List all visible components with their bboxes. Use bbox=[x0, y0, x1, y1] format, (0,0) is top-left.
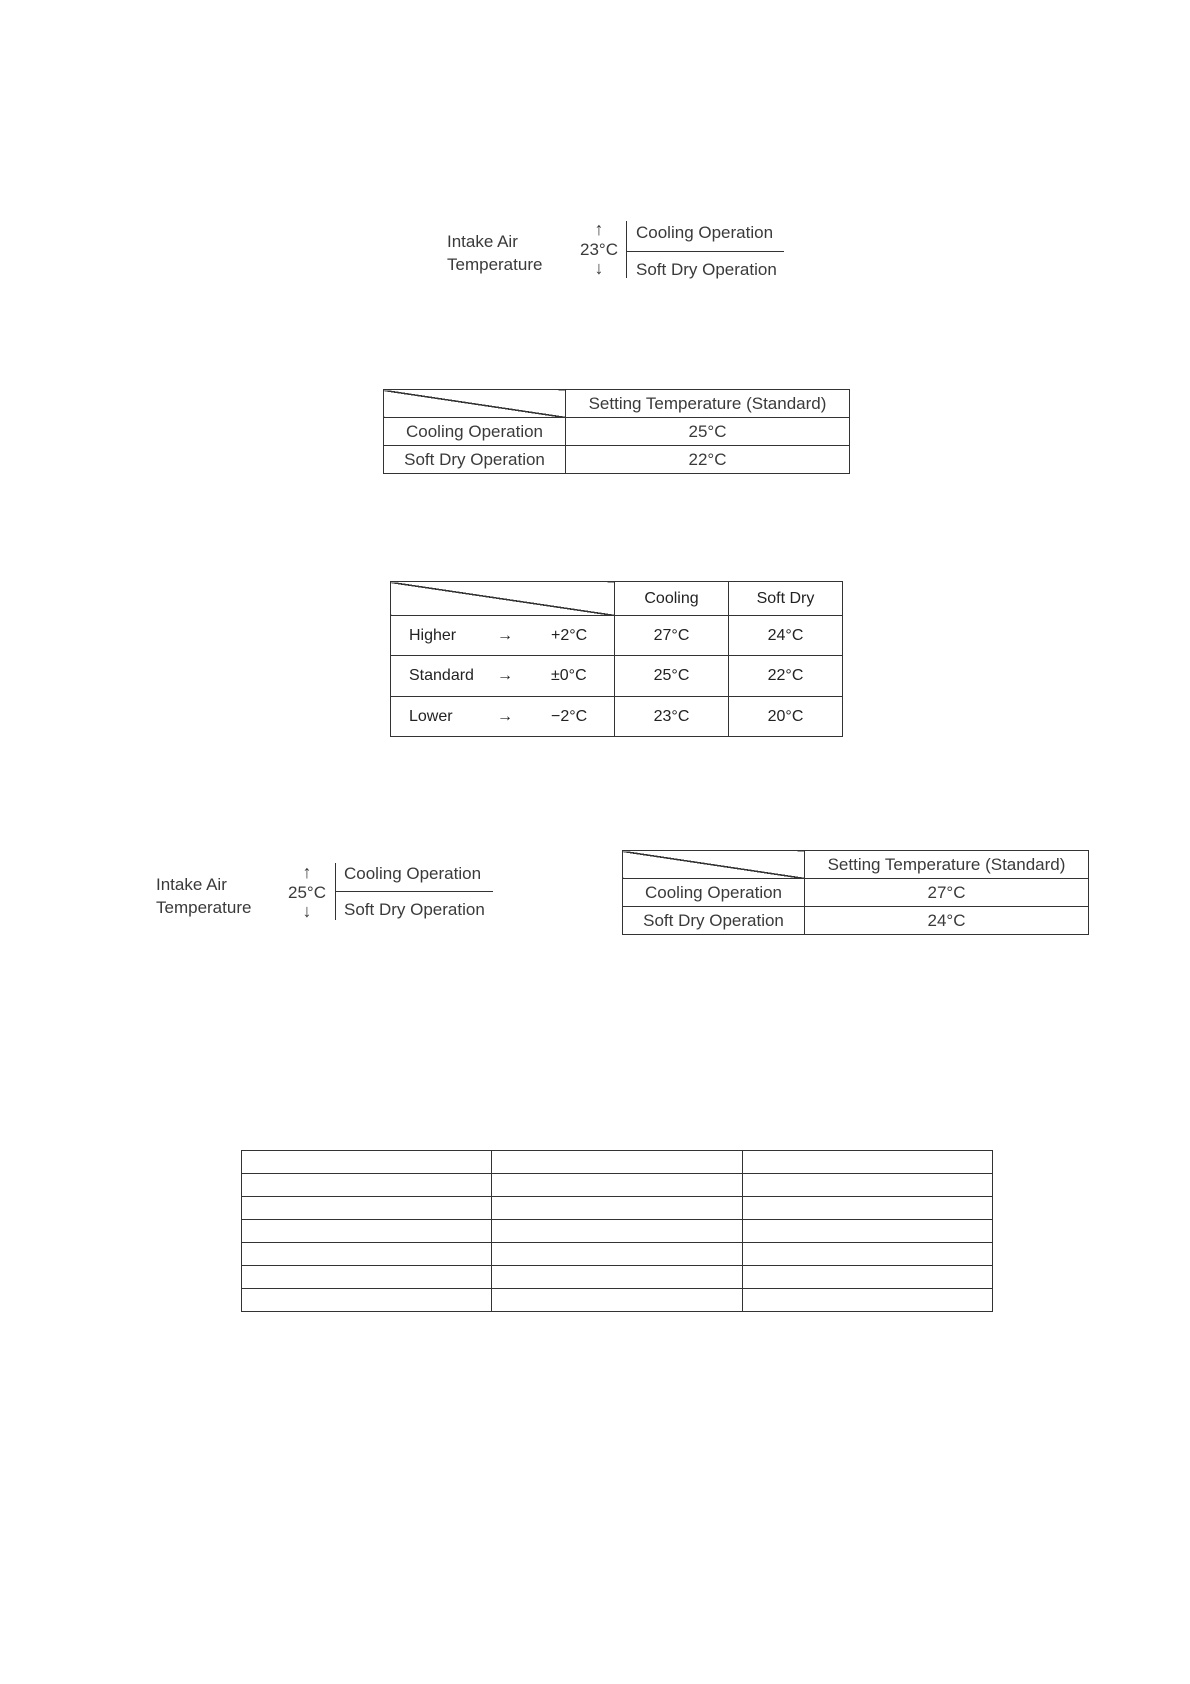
grid-cell bbox=[492, 1243, 743, 1266]
column-header: Setting Temperature (Standard) bbox=[566, 390, 850, 418]
row-value: 25°C bbox=[566, 418, 850, 446]
diagonal-header-cell bbox=[384, 390, 566, 418]
column-header-cooling: Cooling bbox=[615, 582, 729, 616]
diagonal-header-cell bbox=[391, 582, 615, 616]
soft-dry-value: 22°C bbox=[729, 656, 843, 697]
grid-cell bbox=[242, 1220, 492, 1243]
row-value: 24°C bbox=[805, 907, 1089, 935]
grid-cell bbox=[492, 1197, 743, 1220]
arrow-down-icon: ↓ bbox=[594, 258, 604, 278]
grid-cell bbox=[492, 1151, 743, 1174]
grid-cell bbox=[492, 1266, 743, 1289]
grid-cell bbox=[743, 1174, 993, 1197]
upper-operation-label: Cooling Operation bbox=[344, 864, 482, 883]
arrow-right-icon: → bbox=[497, 707, 513, 725]
grid-cell bbox=[242, 1174, 492, 1197]
table-row bbox=[242, 1174, 993, 1197]
intake-air-label bbox=[156, 873, 251, 919]
grid-cell bbox=[242, 1197, 492, 1220]
empty-grid-table bbox=[241, 1150, 993, 1312]
grid-cell bbox=[743, 1151, 993, 1174]
table-row bbox=[242, 1243, 993, 1266]
soft-dry-value: 20°C bbox=[729, 697, 843, 737]
cooling-value: 25°C bbox=[615, 656, 729, 697]
column-header: Setting Temperature (Standard) bbox=[805, 851, 1089, 879]
arrow-right-icon: → bbox=[497, 667, 513, 684]
adjust-row-higher bbox=[391, 616, 615, 656]
row-value: 22°C bbox=[566, 446, 850, 474]
grid-cell bbox=[743, 1197, 993, 1220]
table-row bbox=[242, 1289, 993, 1312]
arrow-right-icon: → bbox=[497, 626, 513, 644]
grid-cell bbox=[492, 1289, 743, 1312]
offset-value: −2°C bbox=[551, 707, 588, 725]
adjust-row-lower bbox=[391, 697, 615, 737]
lower-operation-label: Soft Dry Operation bbox=[636, 260, 777, 279]
table-row bbox=[242, 1266, 993, 1289]
arrow-down-icon: ↓ bbox=[302, 901, 312, 921]
cooling-value: 27°C bbox=[615, 616, 729, 656]
soft-dry-value: 24°C bbox=[729, 616, 843, 656]
row-value: 27°C bbox=[805, 879, 1089, 907]
column-header-soft-dry: Soft Dry bbox=[729, 582, 843, 616]
grid-cell bbox=[242, 1266, 492, 1289]
setting-temperature-table-1 bbox=[383, 389, 850, 474]
cooling-value: 23°C bbox=[615, 697, 729, 737]
grid-cell bbox=[242, 1151, 492, 1174]
intake-label-line1: Intake Air bbox=[156, 875, 227, 894]
intake-label-line1: Intake Air bbox=[447, 232, 518, 251]
lower-operation-label: Soft Dry Operation bbox=[344, 900, 485, 919]
intake-air-label bbox=[447, 230, 542, 276]
table-row bbox=[242, 1151, 993, 1174]
offset-value: ±0°C bbox=[551, 667, 587, 684]
arrow-up-icon: ↑ bbox=[302, 862, 312, 882]
row-label: Soft Dry Operation bbox=[384, 446, 566, 474]
grid-cell bbox=[242, 1243, 492, 1266]
grid-cell bbox=[743, 1266, 993, 1289]
row-label: Soft Dry Operation bbox=[623, 907, 805, 935]
grid-cell bbox=[492, 1174, 743, 1197]
divider-vertical bbox=[626, 221, 627, 278]
offset-value: +2°C bbox=[551, 626, 588, 644]
level-label: Standard bbox=[409, 667, 474, 684]
grid-cell bbox=[492, 1220, 743, 1243]
intake-label-line2: Temperature bbox=[156, 898, 252, 917]
level-label: Higher bbox=[409, 626, 457, 644]
level-label: Lower bbox=[409, 707, 453, 725]
setting-temperature-table-2 bbox=[622, 850, 1089, 935]
row-label: Cooling Operation bbox=[623, 879, 805, 907]
grid-cell bbox=[743, 1243, 993, 1266]
table-row bbox=[242, 1220, 993, 1243]
upper-operation-label: Cooling Operation bbox=[636, 223, 774, 242]
threshold-temperature: 25°C bbox=[288, 883, 326, 902]
divider-horizontal bbox=[626, 251, 784, 252]
arrow-up-icon: ↑ bbox=[594, 219, 604, 239]
grid-cell bbox=[743, 1289, 993, 1312]
grid-cell bbox=[242, 1289, 492, 1312]
temperature-adjustment-table bbox=[390, 581, 843, 737]
diagonal-header-cell bbox=[623, 851, 805, 879]
intake-label-line2: Temperature bbox=[447, 255, 543, 274]
threshold-temperature: 23°C bbox=[580, 240, 618, 259]
adjust-row-standard bbox=[391, 656, 615, 697]
row-label: Cooling Operation bbox=[384, 418, 566, 446]
divider-horizontal bbox=[335, 891, 493, 892]
table-row bbox=[242, 1197, 993, 1220]
grid-cell bbox=[743, 1220, 993, 1243]
